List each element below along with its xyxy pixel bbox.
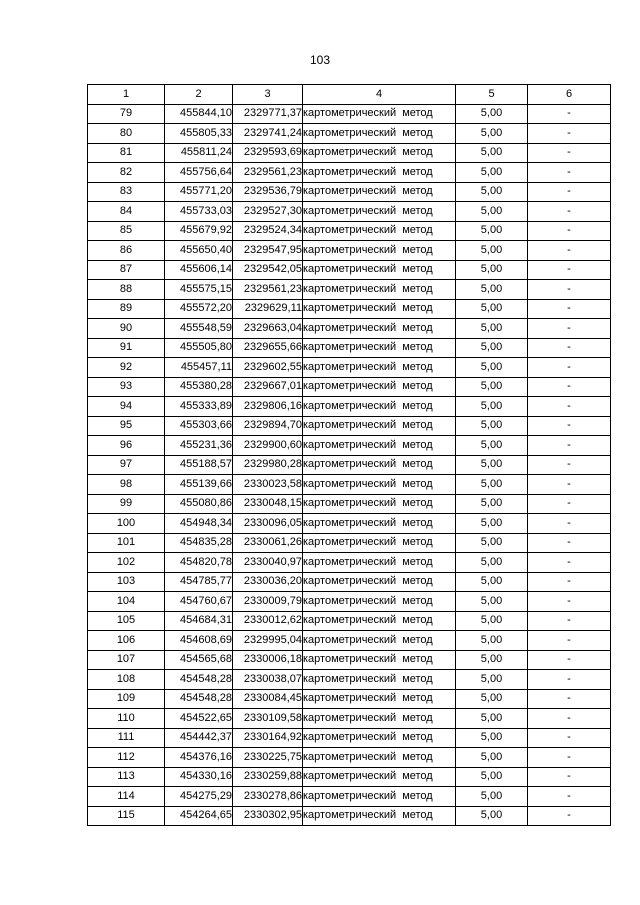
page-number: 103	[309, 53, 331, 67]
method-cell: картометрический метод	[303, 104, 456, 124]
x-coordinate-cell: 454820,78	[165, 553, 233, 573]
note-cell: -	[528, 104, 611, 124]
x-coordinate-cell: 455080,86	[165, 494, 233, 514]
table-row	[88, 475, 611, 495]
table-row	[88, 280, 611, 300]
note-cell: -	[528, 455, 611, 475]
note-cell: -	[528, 416, 611, 436]
accuracy-cell: 5,00	[456, 338, 528, 358]
note-cell: -	[528, 299, 611, 319]
point-number-cell: 89	[88, 299, 165, 319]
table-row	[88, 221, 611, 241]
x-coordinate-cell: 455380,28	[165, 377, 233, 397]
y-coordinate-cell: 2330278,86	[233, 787, 303, 807]
point-number-cell: 92	[88, 358, 165, 378]
point-number-cell: 82	[88, 163, 165, 183]
accuracy-cell: 5,00	[456, 631, 528, 651]
table-row	[88, 397, 611, 417]
x-coordinate-cell: 455771,20	[165, 182, 233, 202]
y-coordinate-cell: 2329536,79	[233, 182, 303, 202]
x-coordinate-cell: 454684,31	[165, 611, 233, 631]
y-coordinate-cell: 2329527,30	[233, 202, 303, 222]
point-number-cell: 93	[88, 377, 165, 397]
accuracy-cell: 5,00	[456, 221, 528, 241]
accuracy-cell: 5,00	[456, 494, 528, 514]
accuracy-cell: 5,00	[456, 241, 528, 261]
table-row	[88, 572, 611, 592]
note-cell: -	[528, 611, 611, 631]
method-cell: картометрический метод	[303, 182, 456, 202]
method-cell: картометрический метод	[303, 592, 456, 612]
point-number-cell: 90	[88, 319, 165, 339]
note-cell: -	[528, 689, 611, 709]
accuracy-cell: 5,00	[456, 124, 528, 144]
column-header: 4	[303, 85, 456, 105]
column-header: 5	[456, 85, 528, 105]
table-row	[88, 143, 611, 163]
accuracy-cell: 5,00	[456, 475, 528, 495]
x-coordinate-cell: 455457,11	[165, 358, 233, 378]
note-cell: -	[528, 650, 611, 670]
point-number-cell: 113	[88, 767, 165, 787]
x-coordinate-cell: 455505,80	[165, 338, 233, 358]
table-row	[88, 709, 611, 729]
coordinates-table	[87, 84, 611, 826]
method-cell: картометрический метод	[303, 143, 456, 163]
method-cell: картометрический метод	[303, 728, 456, 748]
point-number-cell: 88	[88, 280, 165, 300]
point-number-cell: 98	[88, 475, 165, 495]
accuracy-cell: 5,00	[456, 650, 528, 670]
method-cell: картометрический метод	[303, 377, 456, 397]
table-row	[88, 533, 611, 553]
column-header: 2	[165, 85, 233, 105]
x-coordinate-cell: 454330,16	[165, 767, 233, 787]
method-cell: картометрический метод	[303, 670, 456, 690]
column-header: 6	[528, 85, 611, 105]
note-cell: -	[528, 182, 611, 202]
table-row	[88, 377, 611, 397]
y-coordinate-cell: 2330006,18	[233, 650, 303, 670]
method-cell: картометрический метод	[303, 358, 456, 378]
x-coordinate-cell: 454275,29	[165, 787, 233, 807]
x-coordinate-cell: 454835,28	[165, 533, 233, 553]
point-number-cell: 106	[88, 631, 165, 651]
y-coordinate-cell: 2329561,23	[233, 163, 303, 183]
method-cell: картометрический метод	[303, 689, 456, 709]
point-number-cell: 97	[88, 455, 165, 475]
x-coordinate-cell: 455303,66	[165, 416, 233, 436]
x-coordinate-cell: 454785,77	[165, 572, 233, 592]
x-coordinate-cell: 454522,65	[165, 709, 233, 729]
y-coordinate-cell: 2329593,69	[233, 143, 303, 163]
x-coordinate-cell: 455679,92	[165, 221, 233, 241]
note-cell: -	[528, 260, 611, 280]
x-coordinate-cell: 454264,65	[165, 806, 233, 826]
method-cell: картометрический метод	[303, 416, 456, 436]
table-row	[88, 728, 611, 748]
point-number-cell: 108	[88, 670, 165, 690]
y-coordinate-cell: 2330259,88	[233, 767, 303, 787]
y-coordinate-cell: 2329980,28	[233, 455, 303, 475]
y-coordinate-cell: 2329655,66	[233, 338, 303, 358]
y-coordinate-cell: 2330040,97	[233, 553, 303, 573]
note-cell: -	[528, 221, 611, 241]
note-cell: -	[528, 572, 611, 592]
table-row	[88, 806, 611, 826]
y-coordinate-cell: 2329771,37	[233, 104, 303, 124]
x-coordinate-cell: 454548,28	[165, 689, 233, 709]
y-coordinate-cell: 2330084,45	[233, 689, 303, 709]
table-row	[88, 650, 611, 670]
note-cell: -	[528, 748, 611, 768]
note-cell: -	[528, 533, 611, 553]
method-cell: картометрический метод	[303, 475, 456, 495]
point-number-cell: 94	[88, 397, 165, 417]
y-coordinate-cell: 2330164,92	[233, 728, 303, 748]
method-cell: картометрический метод	[303, 436, 456, 456]
accuracy-cell: 5,00	[456, 202, 528, 222]
point-number-cell: 114	[88, 787, 165, 807]
y-coordinate-cell: 2329667,01	[233, 377, 303, 397]
point-number-cell: 83	[88, 182, 165, 202]
table-row	[88, 124, 611, 144]
method-cell: картометрический метод	[303, 319, 456, 339]
x-coordinate-cell: 455139,66	[165, 475, 233, 495]
method-cell: картометрический метод	[303, 787, 456, 807]
y-coordinate-cell: 2329741,24	[233, 124, 303, 144]
table-row	[88, 299, 611, 319]
table-row	[88, 592, 611, 612]
note-cell: -	[528, 377, 611, 397]
table-row	[88, 611, 611, 631]
note-cell: -	[528, 787, 611, 807]
point-number-cell: 84	[88, 202, 165, 222]
point-number-cell: 100	[88, 514, 165, 534]
accuracy-cell: 5,00	[456, 280, 528, 300]
x-coordinate-cell: 455548,59	[165, 319, 233, 339]
table-row	[88, 182, 611, 202]
x-coordinate-cell: 454608,69	[165, 631, 233, 651]
x-coordinate-cell: 455811,24	[165, 143, 233, 163]
accuracy-cell: 5,00	[456, 143, 528, 163]
point-number-cell: 110	[88, 709, 165, 729]
method-cell: картометрический метод	[303, 397, 456, 417]
method-cell: картометрический метод	[303, 202, 456, 222]
x-coordinate-cell: 455572,20	[165, 299, 233, 319]
note-cell: -	[528, 124, 611, 144]
accuracy-cell: 5,00	[456, 592, 528, 612]
accuracy-cell: 5,00	[456, 104, 528, 124]
accuracy-cell: 5,00	[456, 689, 528, 709]
method-cell: картометрический метод	[303, 572, 456, 592]
accuracy-cell: 5,00	[456, 319, 528, 339]
note-cell: -	[528, 709, 611, 729]
note-cell: -	[528, 592, 611, 612]
point-number-cell: 107	[88, 650, 165, 670]
y-coordinate-cell: 2330038,07	[233, 670, 303, 690]
table-row	[88, 436, 611, 456]
accuracy-cell: 5,00	[456, 436, 528, 456]
method-cell: картометрический метод	[303, 241, 456, 261]
method-cell: картометрический метод	[303, 260, 456, 280]
note-cell: -	[528, 514, 611, 534]
y-coordinate-cell: 2329995,04	[233, 631, 303, 651]
point-number-cell: 96	[88, 436, 165, 456]
point-number-cell: 85	[88, 221, 165, 241]
accuracy-cell: 5,00	[456, 163, 528, 183]
table-row	[88, 494, 611, 514]
method-cell: картометрический метод	[303, 221, 456, 241]
method-cell: картометрический метод	[303, 163, 456, 183]
x-coordinate-cell: 455650,40	[165, 241, 233, 261]
method-cell: картометрический метод	[303, 299, 456, 319]
x-coordinate-cell: 455333,89	[165, 397, 233, 417]
y-coordinate-cell: 2329602,55	[233, 358, 303, 378]
table-row	[88, 455, 611, 475]
note-cell: -	[528, 475, 611, 495]
note-cell: -	[528, 358, 611, 378]
table-row	[88, 748, 611, 768]
point-number-cell: 80	[88, 124, 165, 144]
note-cell: -	[528, 553, 611, 573]
y-coordinate-cell: 2329894,70	[233, 416, 303, 436]
y-coordinate-cell: 2330012,62	[233, 611, 303, 631]
accuracy-cell: 5,00	[456, 455, 528, 475]
point-number-cell: 91	[88, 338, 165, 358]
y-coordinate-cell: 2329542,05	[233, 260, 303, 280]
note-cell: -	[528, 494, 611, 514]
table-row	[88, 767, 611, 787]
note-cell: -	[528, 436, 611, 456]
y-coordinate-cell: 2329561,23	[233, 280, 303, 300]
y-coordinate-cell: 2330048,15	[233, 494, 303, 514]
accuracy-cell: 5,00	[456, 416, 528, 436]
accuracy-cell: 5,00	[456, 514, 528, 534]
accuracy-cell: 5,00	[456, 553, 528, 573]
table-header-row	[88, 85, 611, 105]
accuracy-cell: 5,00	[456, 767, 528, 787]
method-cell: картометрический метод	[303, 494, 456, 514]
table-row	[88, 319, 611, 339]
x-coordinate-cell: 454442,37	[165, 728, 233, 748]
accuracy-cell: 5,00	[456, 533, 528, 553]
method-cell: картометрический метод	[303, 709, 456, 729]
x-coordinate-cell: 455844,10	[165, 104, 233, 124]
note-cell: -	[528, 163, 611, 183]
point-number-cell: 105	[88, 611, 165, 631]
table-row	[88, 553, 611, 573]
x-coordinate-cell: 455756,64	[165, 163, 233, 183]
note-cell: -	[528, 767, 611, 787]
accuracy-cell: 5,00	[456, 397, 528, 417]
y-coordinate-cell: 2330109,58	[233, 709, 303, 729]
y-coordinate-cell: 2330036,20	[233, 572, 303, 592]
x-coordinate-cell: 454548,28	[165, 670, 233, 690]
note-cell: -	[528, 631, 611, 651]
point-number-cell: 86	[88, 241, 165, 261]
x-coordinate-cell: 455805,33	[165, 124, 233, 144]
table-row	[88, 202, 611, 222]
table-row	[88, 416, 611, 436]
method-cell: картометрический метод	[303, 533, 456, 553]
note-cell: -	[528, 202, 611, 222]
point-number-cell: 87	[88, 260, 165, 280]
accuracy-cell: 5,00	[456, 299, 528, 319]
accuracy-cell: 5,00	[456, 572, 528, 592]
accuracy-cell: 5,00	[456, 611, 528, 631]
point-number-cell: 109	[88, 689, 165, 709]
accuracy-cell: 5,00	[456, 728, 528, 748]
note-cell: -	[528, 728, 611, 748]
table-row	[88, 338, 611, 358]
note-cell: -	[528, 670, 611, 690]
method-cell: картометрический метод	[303, 631, 456, 651]
point-number-cell: 112	[88, 748, 165, 768]
x-coordinate-cell: 455575,15	[165, 280, 233, 300]
point-number-cell: 102	[88, 553, 165, 573]
x-coordinate-cell: 455606,14	[165, 260, 233, 280]
method-cell: картометрический метод	[303, 514, 456, 534]
y-coordinate-cell: 2330225,75	[233, 748, 303, 768]
note-cell: -	[528, 319, 611, 339]
method-cell: картометрический метод	[303, 338, 456, 358]
x-coordinate-cell: 455188,57	[165, 455, 233, 475]
accuracy-cell: 5,00	[456, 748, 528, 768]
x-coordinate-cell: 455733,03	[165, 202, 233, 222]
accuracy-cell: 5,00	[456, 709, 528, 729]
table-row	[88, 514, 611, 534]
x-coordinate-cell: 454565,68	[165, 650, 233, 670]
accuracy-cell: 5,00	[456, 260, 528, 280]
method-cell: картометрический метод	[303, 611, 456, 631]
y-coordinate-cell: 2330023,58	[233, 475, 303, 495]
point-number-cell: 79	[88, 104, 165, 124]
method-cell: картометрический метод	[303, 806, 456, 826]
x-coordinate-cell: 454948,34	[165, 514, 233, 534]
accuracy-cell: 5,00	[456, 787, 528, 807]
x-coordinate-cell: 455231,36	[165, 436, 233, 456]
note-cell: -	[528, 397, 611, 417]
x-coordinate-cell: 454376,16	[165, 748, 233, 768]
method-cell: картометрический метод	[303, 124, 456, 144]
method-cell: картометрический метод	[303, 767, 456, 787]
point-number-cell: 104	[88, 592, 165, 612]
method-cell: картометрический метод	[303, 650, 456, 670]
table-row	[88, 631, 611, 651]
y-coordinate-cell: 2330061,26	[233, 533, 303, 553]
point-number-cell: 81	[88, 143, 165, 163]
y-coordinate-cell: 2330096,05	[233, 514, 303, 534]
table-row	[88, 689, 611, 709]
method-cell: картометрический метод	[303, 280, 456, 300]
table-row	[88, 104, 611, 124]
accuracy-cell: 5,00	[456, 358, 528, 378]
y-coordinate-cell: 2329547,95	[233, 241, 303, 261]
table-row	[88, 670, 611, 690]
point-number-cell: 115	[88, 806, 165, 826]
note-cell: -	[528, 338, 611, 358]
point-number-cell: 95	[88, 416, 165, 436]
y-coordinate-cell: 2329524,34	[233, 221, 303, 241]
table-row	[88, 787, 611, 807]
table-row	[88, 163, 611, 183]
accuracy-cell: 5,00	[456, 670, 528, 690]
method-cell: картометрический метод	[303, 455, 456, 475]
x-coordinate-cell: 454760,67	[165, 592, 233, 612]
accuracy-cell: 5,00	[456, 377, 528, 397]
table-row	[88, 241, 611, 261]
table-row	[88, 260, 611, 280]
accuracy-cell: 5,00	[456, 182, 528, 202]
y-coordinate-cell: 2330009,79	[233, 592, 303, 612]
point-number-cell: 101	[88, 533, 165, 553]
y-coordinate-cell: 2329663,04	[233, 319, 303, 339]
y-coordinate-cell: 2330302,95	[233, 806, 303, 826]
point-number-cell: 99	[88, 494, 165, 514]
y-coordinate-cell: 2329900,60	[233, 436, 303, 456]
y-coordinate-cell: 2329806,16	[233, 397, 303, 417]
note-cell: -	[528, 241, 611, 261]
note-cell: -	[528, 280, 611, 300]
note-cell: -	[528, 143, 611, 163]
point-number-cell: 103	[88, 572, 165, 592]
method-cell: картометрический метод	[303, 553, 456, 573]
table-body	[88, 104, 611, 826]
accuracy-cell: 5,00	[456, 806, 528, 826]
note-cell: -	[528, 806, 611, 826]
column-header: 3	[233, 85, 303, 105]
table-row	[88, 358, 611, 378]
point-number-cell: 111	[88, 728, 165, 748]
column-header: 1	[88, 85, 165, 105]
method-cell: картометрический метод	[303, 748, 456, 768]
y-coordinate-cell: 2329629,11	[233, 299, 303, 319]
